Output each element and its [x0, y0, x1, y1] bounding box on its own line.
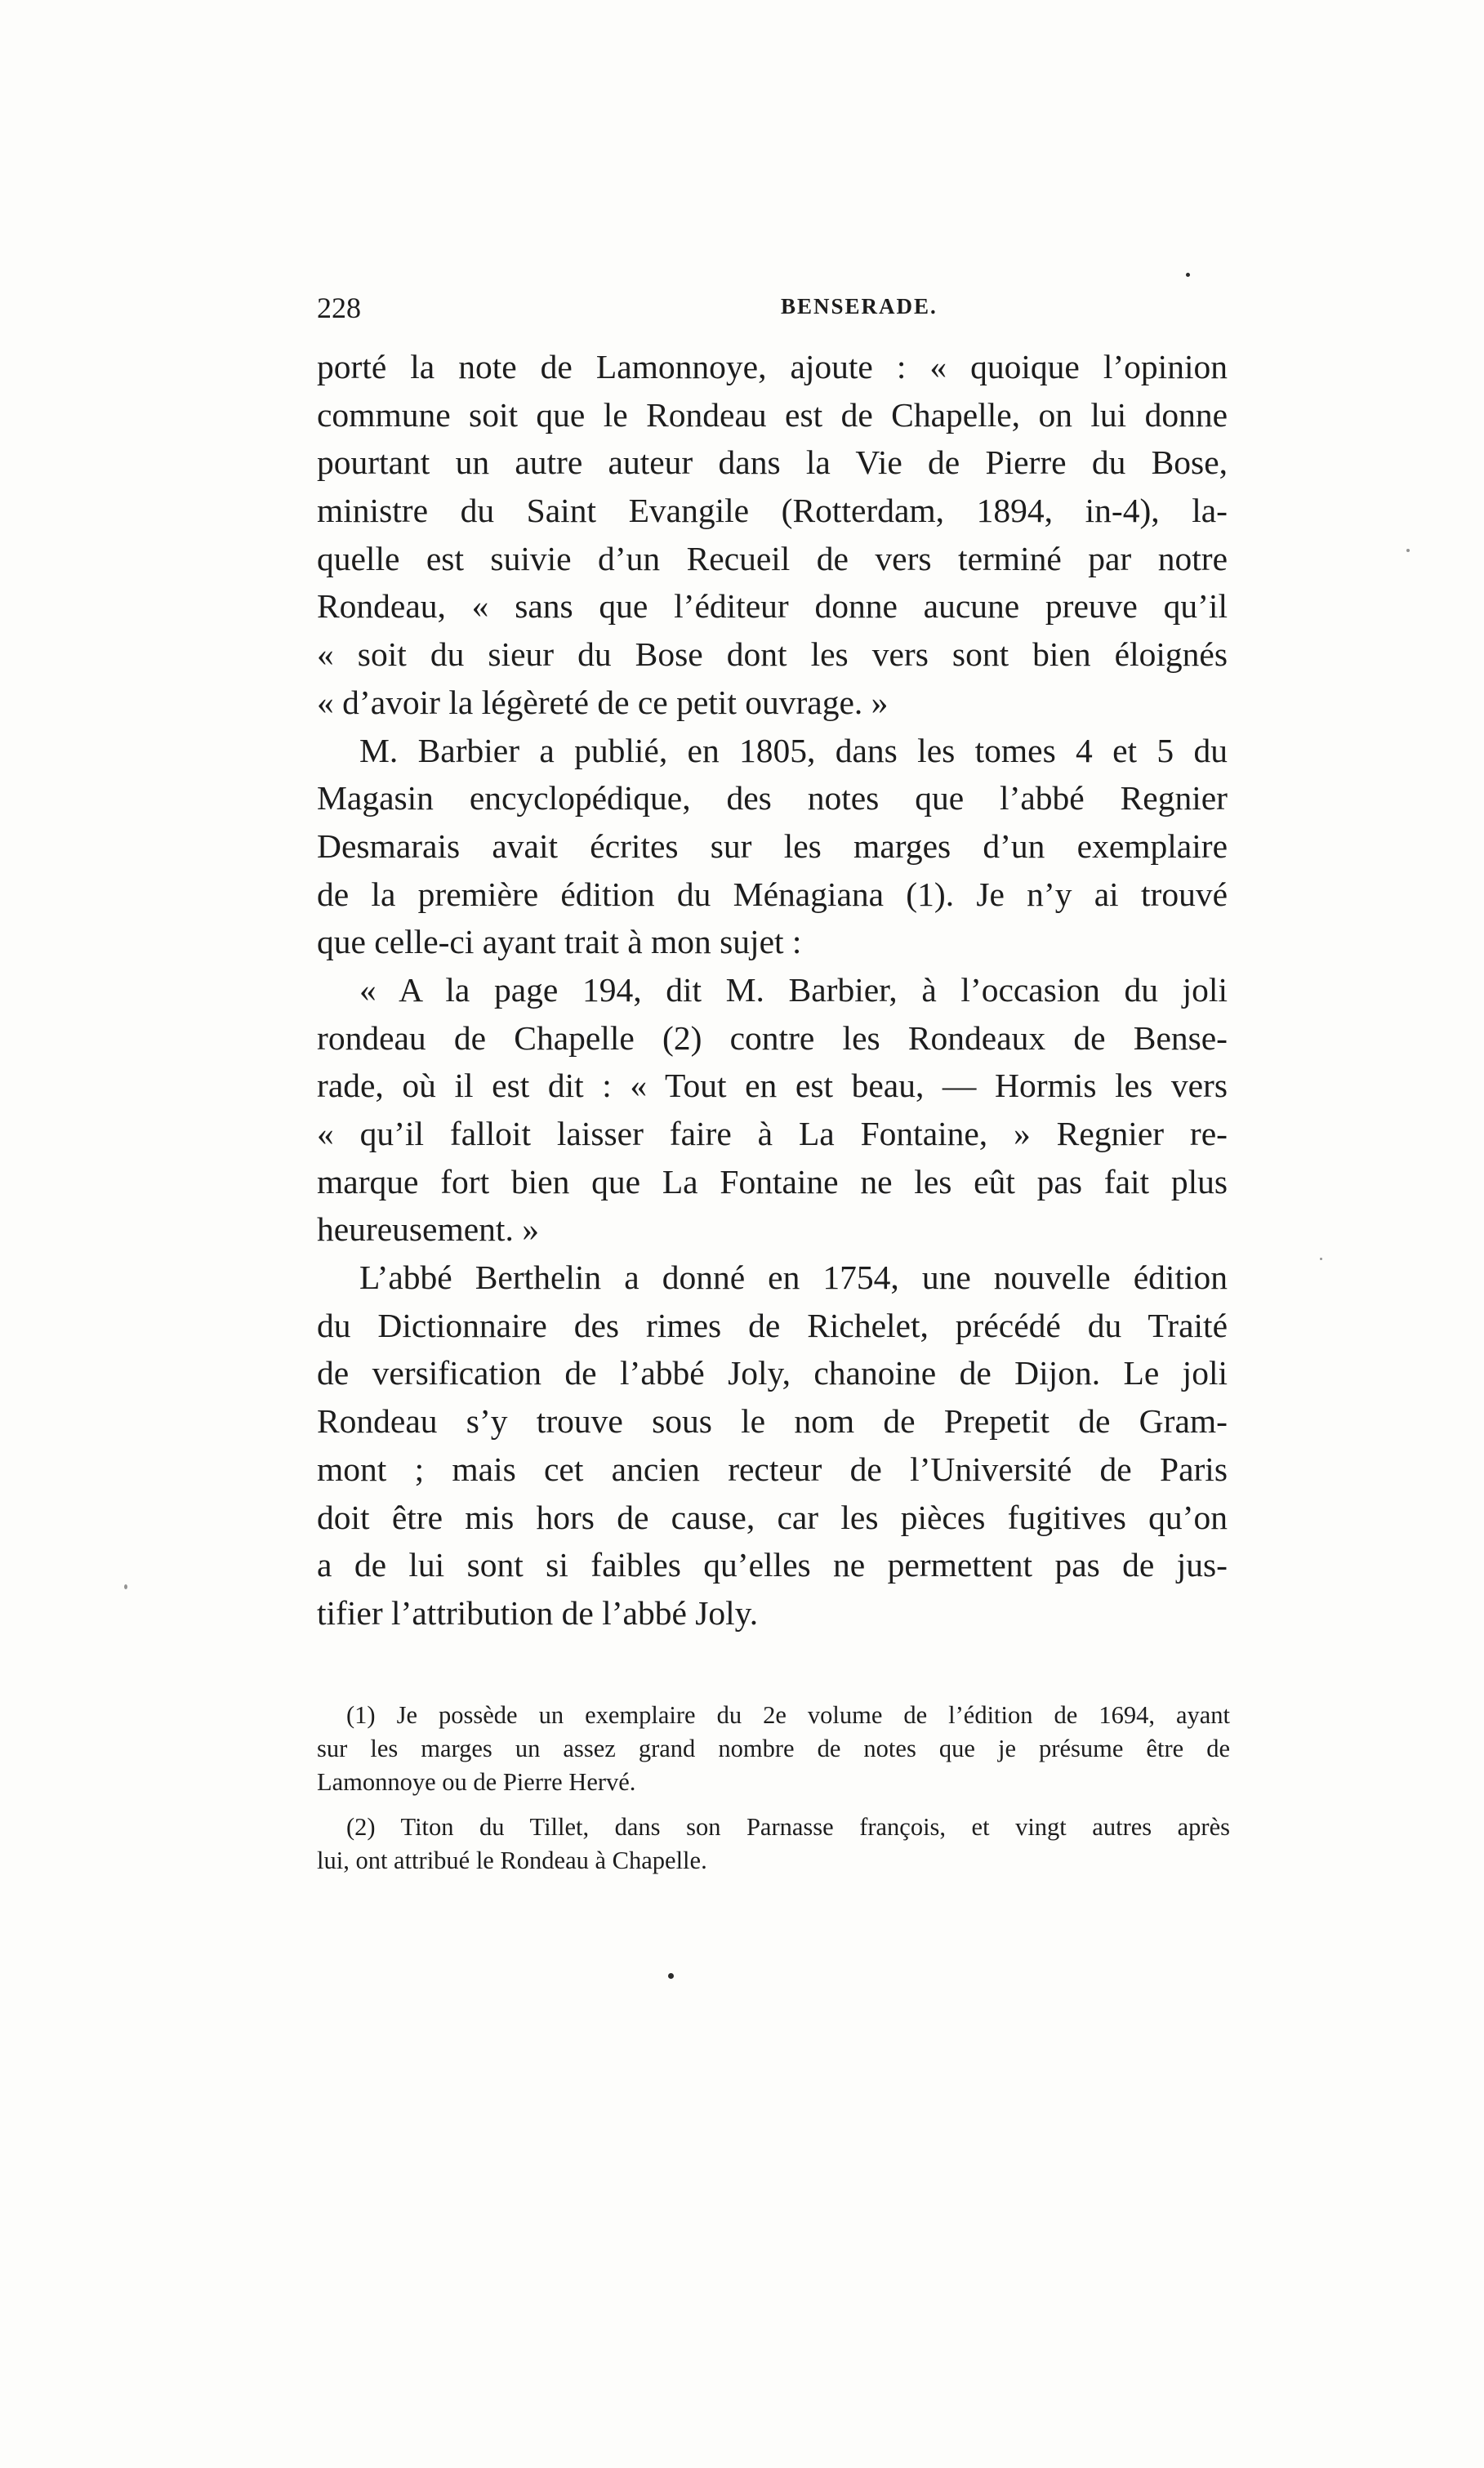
footnote-2-line: lui, ont attribué le Rondeau à Chapelle. — [317, 1847, 707, 1874]
running-head — [317, 291, 1232, 333]
text-line: du Dictionnaire des rimes de Richelet, précédé du Traité — [317, 1306, 1228, 1344]
text-line: Rondeau, « sans que l’éditeur donne aucune preuve qu’il — [317, 587, 1228, 626]
text-line: doit être mis hors de cause, car les pièces fugitives qu’on — [317, 1498, 1228, 1536]
ink-speck — [1320, 1258, 1322, 1260]
text-line: de la première édition du Ménagiana (1). Je n’y ai trouvé — [317, 875, 1228, 913]
footnote-1-line: (1) Je possède un exemplaire du 2e volume de l’édition de 1694, ayant — [346, 1701, 1230, 1729]
text-line: que celle-ci ayant trait à mon sujet : — [317, 923, 802, 961]
text-line: heureusement. » — [317, 1210, 539, 1249]
ink-speck — [124, 1584, 127, 1589]
text-line: L’abbé Berthelin a donné en 1754, une nouvelle édition — [359, 1259, 1228, 1297]
main-text — [317, 343, 1228, 1637]
text-line: rade, où il est dit : « Tout en est beau, — Hormis les vers — [317, 1067, 1228, 1105]
footnote-gap — [317, 1799, 1230, 1811]
text-line: porté la note de Lamonnoye, ajoute : « quoique l’opinion — [317, 348, 1228, 385]
text-line: Desmarais avait écrites sur les marges d’un exemplaire — [317, 826, 1228, 865]
text-line: « qu’il falloit laisser faire à La Fontaine, » Regnier re- — [317, 1115, 1228, 1152]
text-line: « soit du sieur du Bose dont les vers sont bien éloignés — [317, 635, 1228, 674]
ink-speck — [1406, 549, 1410, 552]
text-line: tifier l’attribution de l’abbé Joly. — [317, 1593, 759, 1632]
footnotes — [317, 1699, 1230, 1878]
footnote-2-line: (2) Titon du Tillet, dans son Parnasse françois, et vingt autres après — [346, 1813, 1230, 1841]
footnote-1-line: Lamonnoye ou de Pierre Hervé. — [317, 1768, 636, 1796]
text-line: Magasin encyclopédique, des notes que l’abbé Regnier — [317, 779, 1228, 817]
text-line: commune soit que le Rondeau est de Chapelle, on lui donne — [317, 395, 1228, 434]
text-line: Rondeau s’y trouve sous le nom de Prepetit de Gram- — [317, 1402, 1228, 1441]
footnote-1-line: sur les marges un assez grand nombre de notes que je présume être de — [317, 1735, 1230, 1762]
running-title: BENSERADE. — [781, 294, 938, 319]
text-line: pourtant un autre auteur dans la Vie de Pierre du Bose, — [317, 443, 1228, 482]
text-line: quelle est suivie d’un Recueil de vers terminé par notre — [317, 539, 1228, 577]
ink-speck — [1186, 273, 1190, 277]
text-line: rondeau de Chapelle (2) contre les Rondeaux de Bense- — [317, 1018, 1228, 1057]
text-line: ministre du Saint Evangile (Rotterdam, 1894, in-4), la- — [317, 492, 1228, 530]
text-line: M. Barbier a publié, en 1805, dans les tomes 4 et 5 du — [359, 731, 1228, 769]
text-line: a de lui sont si faibles qu’elles ne permettent pas de jus- — [317, 1546, 1228, 1584]
page-number: 228 — [317, 292, 361, 324]
text-line: « d’avoir la légèreté de ce petit ouvrage. » — [317, 683, 889, 721]
text-line: marque fort bien que La Fontaine ne les eût pas fait plus — [317, 1162, 1228, 1201]
text-line: « A la page 194, dit M. Barbier, à l’occasion du joli — [359, 970, 1228, 1009]
text-line: de versification de l’abbé Joly, chanoine de Dijon. Le joli — [317, 1354, 1228, 1392]
text-line: mont ; mais cet ancien recteur de l’Université de Paris — [317, 1450, 1228, 1488]
ink-speck — [668, 1973, 674, 1979]
